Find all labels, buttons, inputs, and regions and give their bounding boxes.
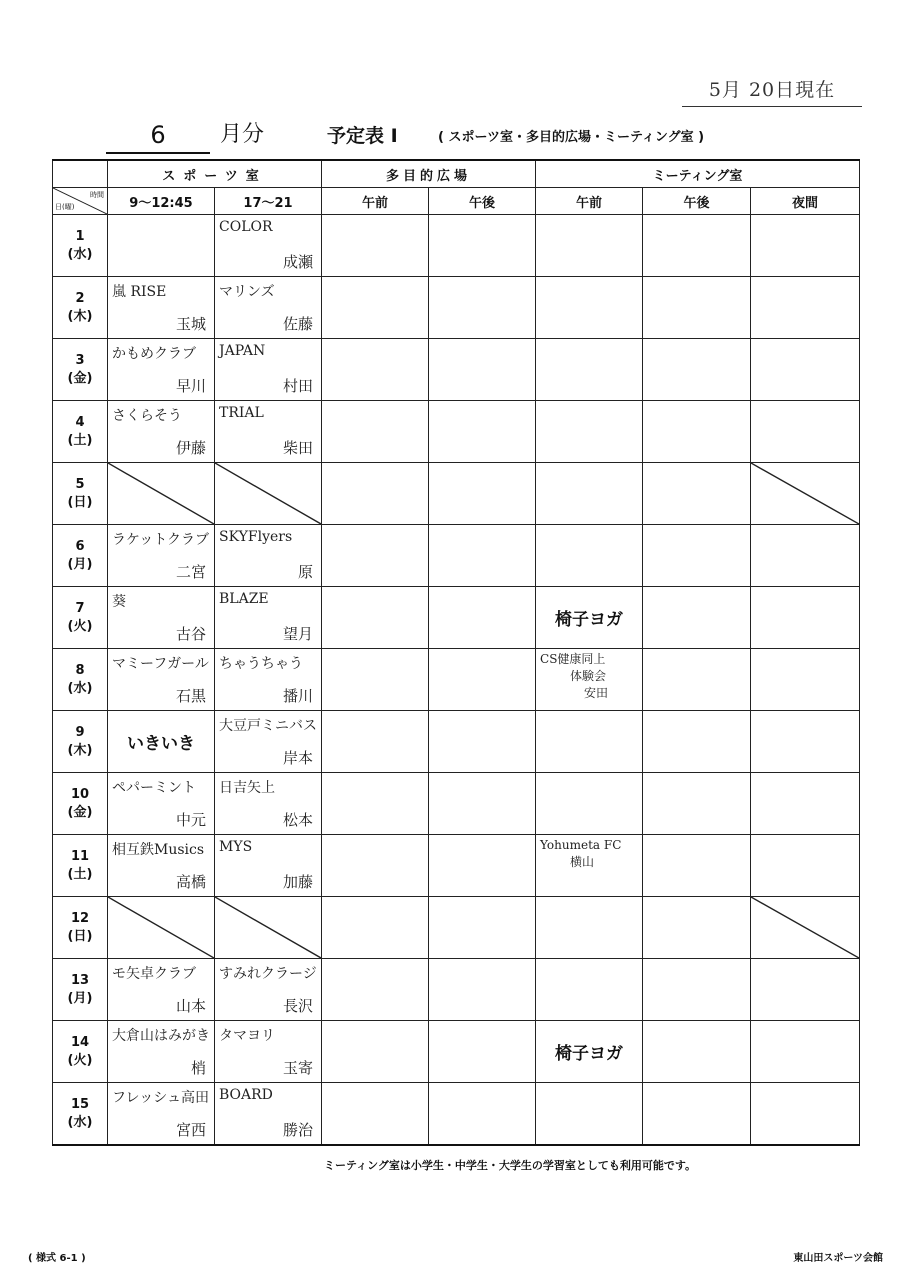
sports-morning-cell[interactable] [108, 401, 215, 463]
meeting-am-cell[interactable] [536, 277, 643, 339]
corner-top [53, 160, 108, 188]
day-of-week: (水) [67, 1114, 93, 1130]
schedule-row [53, 277, 860, 339]
sports-morning-cell[interactable] [108, 835, 215, 897]
meeting-night-cell[interactable] [751, 897, 860, 959]
day-of-week: (日) [67, 494, 93, 510]
plaza-pm-cell[interactable] [429, 649, 536, 711]
slot-meeting-am: 午前 [536, 188, 643, 215]
contact-name: 長沢 [283, 997, 314, 1015]
plaza-am-cell[interactable] [322, 835, 429, 897]
contact-name: 松本 [283, 811, 314, 829]
meeting-pm-cell[interactable] [643, 773, 751, 835]
meeting-pm-cell[interactable] [643, 897, 751, 959]
note-line: CS健康同上 [540, 652, 606, 666]
day-number: 4 [75, 414, 85, 430]
day-number: 2 [75, 290, 85, 306]
meeting-am-cell[interactable] [536, 649, 643, 711]
meeting-am-cell[interactable] [536, 835, 643, 897]
day-cell [53, 835, 108, 897]
schedule-row [53, 215, 860, 277]
month-unit: 月分 [220, 122, 265, 147]
club-name: 大豆戸ミニバス [219, 718, 317, 734]
meeting-pm-cell[interactable] [643, 711, 751, 773]
meeting-am-cell[interactable] [536, 525, 643, 587]
sports-evening-cell[interactable] [215, 773, 322, 835]
day-cell [53, 215, 108, 277]
meeting-am-cell[interactable] [536, 463, 643, 525]
schedule-table [52, 159, 860, 1146]
contact-name: 玉寄 [283, 1059, 314, 1077]
day-cell [53, 339, 108, 401]
plaza-am-cell[interactable] [322, 277, 429, 339]
sports-morning-cell[interactable] [108, 711, 215, 773]
closed-diagonal [108, 463, 214, 524]
day-of-week: (木) [67, 742, 93, 758]
contact-name: 佐藤 [283, 315, 314, 333]
plaza-am-cell[interactable] [322, 959, 429, 1021]
day-of-week: (火) [67, 1052, 93, 1068]
sports-morning-cell[interactable] [108, 277, 215, 339]
booking-text: いきいき [127, 734, 195, 754]
sports-evening-cell[interactable] [215, 463, 322, 525]
day-number: 3 [75, 352, 85, 368]
club-name: MYS [219, 839, 253, 855]
plaza-pm-cell[interactable] [429, 339, 536, 401]
club-name: ラケットクラブ [112, 532, 210, 548]
meeting-am-cell[interactable] [536, 959, 643, 1021]
sports-evening-cell[interactable] [215, 835, 322, 897]
slot-meeting-night: 夜間 [751, 188, 860, 215]
meeting-night-cell[interactable] [751, 401, 860, 463]
sports-evening-cell[interactable] [215, 959, 322, 1021]
sports-morning-cell[interactable] [108, 897, 215, 959]
contact-name: 梢 [190, 1059, 206, 1077]
meeting-pm-cell[interactable] [643, 649, 751, 711]
meeting-pm-cell[interactable] [643, 401, 751, 463]
meeting-pm-cell[interactable] [643, 1021, 751, 1083]
sports-morning-cell[interactable] [108, 1021, 215, 1083]
plaza-am-cell[interactable] [322, 773, 429, 835]
plaza-pm-cell[interactable] [429, 1021, 536, 1083]
group-multipurpose-plaza: 多目的広場 [322, 160, 536, 188]
sports-morning-cell[interactable] [108, 525, 215, 587]
plaza-pm-cell[interactable] [429, 277, 536, 339]
schedule-row [53, 835, 860, 897]
meeting-am-cell[interactable] [536, 1021, 643, 1083]
day-of-week: (月) [67, 990, 93, 1006]
club-name: フレッシュ高田 [112, 1090, 210, 1106]
slot-sports-evening: 17～21 [215, 188, 322, 215]
schedule-row [53, 463, 860, 525]
sports-morning-cell[interactable] [108, 959, 215, 1021]
meeting-am-cell[interactable] [536, 897, 643, 959]
plan-subtitle: ( スポーツ室・多目的広場・ミーティング室 ) [438, 130, 705, 145]
contact-name: 石黒 [175, 687, 206, 705]
club-name: マミーフガール [112, 656, 209, 672]
slot-plaza-pm: 午後 [429, 188, 536, 215]
meeting-pm-cell[interactable] [643, 835, 751, 897]
venue-name: 東山田スポーツ会館 [793, 1253, 883, 1264]
meeting-night-cell[interactable] [751, 587, 860, 649]
sports-morning-cell[interactable] [108, 215, 215, 277]
day-of-week: (月) [67, 556, 93, 572]
sports-morning-cell[interactable] [108, 463, 215, 525]
plaza-pm-cell[interactable] [429, 897, 536, 959]
contact-name: 望月 [283, 625, 314, 643]
plaza-am-cell[interactable] [322, 897, 429, 959]
plaza-pm-cell[interactable] [429, 773, 536, 835]
meeting-am-cell[interactable] [536, 587, 643, 649]
meeting-pm-cell[interactable] [643, 1083, 751, 1146]
sports-morning-cell[interactable] [108, 1083, 215, 1146]
contact-name: 玉城 [175, 315, 206, 333]
plaza-pm-cell[interactable] [429, 835, 536, 897]
plan-title: 予定表 Ⅰ [327, 125, 398, 147]
meeting-night-cell[interactable] [751, 959, 860, 1021]
contact-name: 山本 [175, 997, 206, 1015]
group-header-row [53, 160, 860, 188]
note-line: 横山 [570, 855, 595, 869]
day-of-week: (金) [67, 804, 93, 820]
day-cell [53, 711, 108, 773]
contact-name: 早川 [175, 377, 206, 395]
month-number: 6 [106, 118, 210, 154]
corner-cell [53, 188, 108, 215]
day-cell [53, 1021, 108, 1083]
day-cell [53, 897, 108, 959]
day-number: 1 [75, 228, 85, 244]
plaza-pm-cell[interactable] [429, 215, 536, 277]
sports-evening-cell[interactable] [215, 525, 322, 587]
day-cell [53, 463, 108, 525]
club-name: ちゃうちゃう [219, 656, 303, 672]
meeting-night-cell[interactable] [751, 1083, 860, 1146]
meeting-night-cell[interactable] [751, 525, 860, 587]
club-name: COLOR [219, 219, 273, 235]
club-name: 相互鉄Musics [112, 842, 205, 858]
day-number: 9 [75, 724, 85, 740]
meeting-pm-cell[interactable] [643, 339, 751, 401]
club-name: マリンズ [219, 284, 275, 300]
day-cell [53, 959, 108, 1021]
plaza-pm-cell[interactable] [429, 959, 536, 1021]
club-name: ペパーミント [112, 780, 196, 796]
day-number: 7 [75, 600, 85, 616]
meeting-pm-cell[interactable] [643, 215, 751, 277]
note-line: 安田 [584, 686, 609, 700]
sports-morning-cell[interactable] [108, 649, 215, 711]
day-cell [53, 773, 108, 835]
sports-evening-cell[interactable] [215, 649, 322, 711]
plaza-am-cell[interactable] [322, 1083, 429, 1146]
club-name: 嵐 RISE [112, 284, 167, 300]
group-meeting-room: ミーティング室 [536, 160, 860, 188]
closed-diagonal [751, 463, 859, 524]
contact-name: 播川 [283, 687, 314, 705]
sports-evening-cell[interactable] [215, 1021, 322, 1083]
day-cell [53, 649, 108, 711]
day-cell [53, 1083, 108, 1146]
meeting-night-cell[interactable] [751, 215, 860, 277]
handwritten-note [540, 837, 621, 871]
sports-evening-cell[interactable] [215, 277, 322, 339]
day-of-week: (水) [67, 246, 93, 262]
day-number: 15 [70, 1096, 90, 1112]
day-number: 14 [70, 1034, 90, 1050]
plaza-pm-cell[interactable] [429, 711, 536, 773]
schedule-row [53, 711, 860, 773]
schedule-row [53, 525, 860, 587]
day-number: 11 [70, 848, 90, 864]
meeting-pm-cell[interactable] [643, 463, 751, 525]
meeting-night-cell[interactable] [751, 339, 860, 401]
title-row [100, 118, 860, 158]
schedule-row [53, 773, 860, 835]
schedule-row [53, 959, 860, 1021]
plaza-am-cell[interactable] [322, 649, 429, 711]
meeting-pm-cell[interactable] [643, 587, 751, 649]
schedule-row [53, 587, 860, 649]
contact-name: 柴田 [283, 439, 314, 457]
plaza-pm-cell[interactable] [429, 463, 536, 525]
club-name: 葵 [112, 594, 126, 610]
contact-name: 高橋 [175, 873, 206, 891]
sports-evening-cell[interactable] [215, 339, 322, 401]
sports-evening-cell[interactable] [215, 711, 322, 773]
club-name: さくらそう [112, 408, 182, 424]
day-of-week: (土) [67, 432, 93, 448]
meeting-night-cell[interactable] [751, 711, 860, 773]
contact-name: 伊藤 [175, 439, 206, 457]
plaza-am-cell[interactable] [322, 1021, 429, 1083]
day-of-week: (金) [67, 370, 93, 386]
contact-name: 加藤 [283, 873, 314, 891]
contact-name: 二宮 [175, 563, 206, 581]
sports-morning-cell[interactable] [108, 773, 215, 835]
handwritten-note [540, 651, 608, 702]
club-name: すみれクラージ [219, 966, 317, 982]
club-name: タマヨリ [219, 1028, 275, 1044]
schedule-row [53, 1021, 860, 1083]
club-name: SKYFlyers [219, 529, 293, 545]
contact-name: 成瀬 [283, 253, 314, 271]
day-cell [53, 525, 108, 587]
meeting-am-cell[interactable] [536, 339, 643, 401]
meeting-night-cell[interactable] [751, 649, 860, 711]
plaza-pm-cell[interactable] [429, 525, 536, 587]
day-of-week: (土) [67, 866, 93, 882]
club-name: BLAZE [219, 591, 269, 607]
club-name: JAPAN [219, 343, 266, 359]
footnote: ミーティング室は小学生・中学生・大学生の学習室としても利用可能です。 [324, 1159, 697, 1172]
schedule-row [53, 1083, 860, 1146]
corner-day-label: 日(曜) [55, 203, 75, 211]
day-number: 5 [75, 476, 85, 492]
slot-meeting-pm: 午後 [643, 188, 751, 215]
meeting-am-cell[interactable] [536, 1083, 643, 1146]
slot-header-row [53, 188, 860, 215]
closed-diagonal [108, 897, 214, 958]
slot-plaza-am: 午前 [322, 188, 429, 215]
plaza-pm-cell[interactable] [429, 587, 536, 649]
schedule-row [53, 897, 860, 959]
plaza-am-cell[interactable] [322, 463, 429, 525]
meeting-night-cell[interactable] [751, 463, 860, 525]
plaza-am-cell[interactable] [322, 525, 429, 587]
club-name: BOARD [219, 1087, 273, 1103]
group-sports-room: スポーツ室 [108, 160, 322, 188]
plaza-pm-cell[interactable] [429, 401, 536, 463]
meeting-night-cell[interactable] [751, 773, 860, 835]
closed-diagonal [751, 897, 859, 958]
sports-evening-cell[interactable] [215, 401, 322, 463]
booking-text: 椅子ヨガ [555, 1044, 624, 1064]
club-name: TRIAL [219, 405, 264, 421]
slot-sports-morning: 9～12:45 [108, 188, 215, 215]
booking-text: 椅子ヨガ [555, 610, 624, 630]
meeting-am-cell[interactable] [536, 773, 643, 835]
meeting-pm-cell[interactable] [643, 277, 751, 339]
day-of-week: (火) [67, 618, 93, 634]
contact-name: 村田 [283, 377, 314, 395]
contact-name: 古谷 [175, 625, 206, 643]
closed-diagonal [215, 897, 321, 958]
contact-name: 原 [298, 563, 314, 581]
note-line: 体験会 [570, 669, 607, 683]
plaza-am-cell[interactable] [322, 215, 429, 277]
sports-morning-cell[interactable] [108, 587, 215, 649]
schedule-row [53, 649, 860, 711]
day-of-week: (水) [67, 680, 93, 696]
day-cell [53, 587, 108, 649]
form-number: ( 様式 6-1 ) [28, 1253, 86, 1264]
meeting-am-cell[interactable] [536, 215, 643, 277]
schedule-row [53, 401, 860, 463]
schedule-row [53, 339, 860, 401]
contact-name: 勝治 [283, 1121, 314, 1139]
club-name: かもめクラブ [112, 346, 196, 362]
as-of-date: 5月 20日現在 [682, 74, 862, 107]
day-cell [53, 277, 108, 339]
day-number: 13 [70, 972, 90, 988]
plaza-pm-cell[interactable] [429, 1083, 536, 1146]
club-name: 日吉矢上 [219, 780, 275, 796]
note-line: Yohumeta FC [540, 838, 622, 852]
sports-evening-cell[interactable] [215, 587, 322, 649]
club-name: モ矢卓クラブ [112, 966, 196, 982]
day-number: 12 [70, 910, 90, 926]
club-name: 大倉山はみがき [112, 1028, 210, 1044]
contact-name: 岸本 [283, 749, 314, 767]
sports-morning-cell[interactable] [108, 339, 215, 401]
meeting-night-cell[interactable] [751, 1021, 860, 1083]
day-cell [53, 401, 108, 463]
meeting-am-cell[interactable] [536, 401, 643, 463]
day-number: 8 [75, 662, 85, 678]
corner-time-label: 時間 [90, 191, 104, 199]
closed-diagonal [215, 463, 321, 524]
plaza-am-cell[interactable] [322, 711, 429, 773]
plaza-am-cell[interactable] [322, 401, 429, 463]
meeting-am-cell[interactable] [536, 711, 643, 773]
meeting-pm-cell[interactable] [643, 959, 751, 1021]
sports-evening-cell[interactable] [215, 215, 322, 277]
sports-evening-cell[interactable] [215, 1083, 322, 1146]
meeting-night-cell[interactable] [751, 277, 860, 339]
contact-name: 宮西 [175, 1121, 206, 1139]
plaza-am-cell[interactable] [322, 587, 429, 649]
meeting-pm-cell[interactable] [643, 525, 751, 587]
day-of-week: (木) [67, 308, 93, 324]
plaza-am-cell[interactable] [322, 339, 429, 401]
meeting-night-cell[interactable] [751, 835, 860, 897]
contact-name: 中元 [175, 811, 206, 829]
day-number: 6 [75, 538, 85, 554]
day-of-week: (日) [67, 928, 93, 944]
day-number: 10 [70, 786, 90, 802]
sports-evening-cell[interactable] [215, 897, 322, 959]
